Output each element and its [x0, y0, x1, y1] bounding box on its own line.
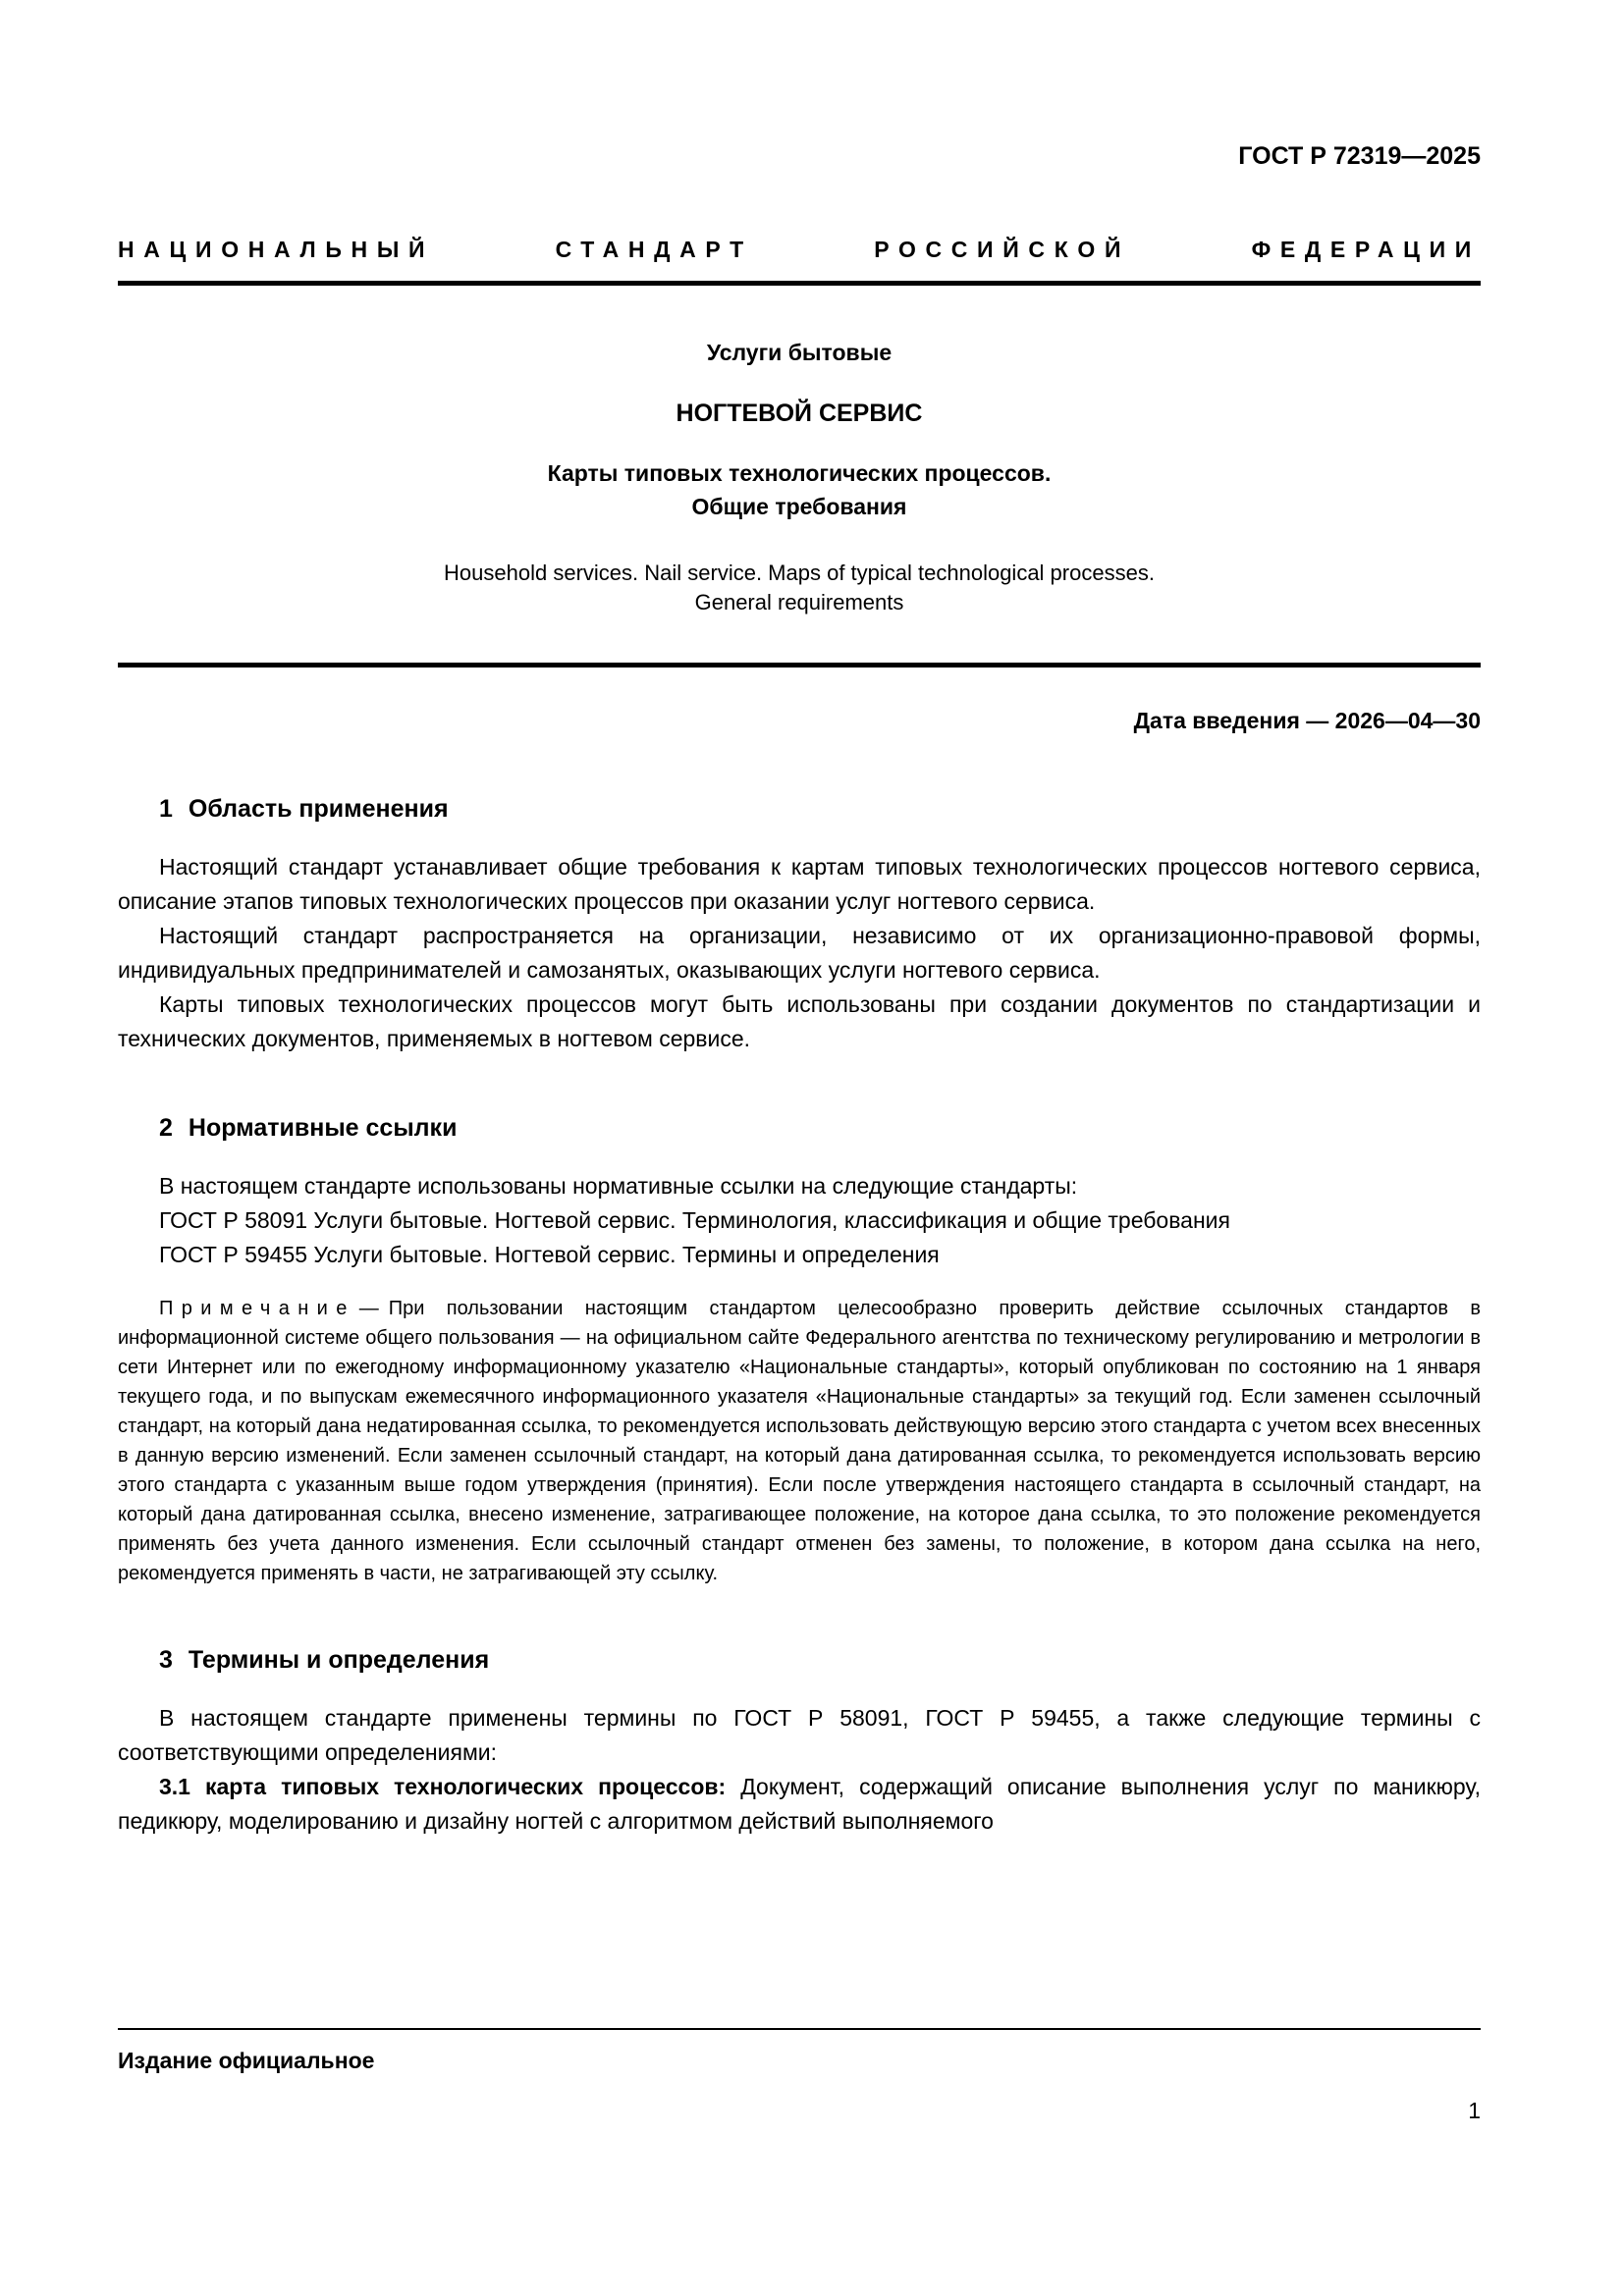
section-2-heading	[118, 1110, 1481, 1146]
section-1-paragraph: Настоящий стандарт устанавливает общие требования к картам типовых технологических процессов ногтевого сервиса, описание этапов типовых технологических процессов при оказании услуг ногтевого сервиса.	[118, 854, 1481, 914]
term-lead: 3.1 карта типовых технологических процессов:	[159, 1774, 727, 1799]
official-edition-label: Издание официальное	[118, 2048, 375, 2073]
note-dash: —	[358, 1298, 379, 1319]
page-number: 1	[1468, 2098, 1481, 2123]
section-3-title: Термины и определения	[188, 1646, 490, 1674]
section-3-number: 3	[159, 1646, 173, 1674]
note-text: При пользовании настоящим стандартом целесообразно проверить действие ссылочных стандартов в информационной системе общего пользования — на официальном сайте Федерального агентства по техническому регулированию и метрологии в сети Интернет или по ежегодному информационному указателю «Национальные стандарты», который опубликован по состоянию на 1 января текущего года, и по выпускам ежемесячного информационного указателя «Национальные стандарты» за текущий год. Если заменен ссылочный стандарт, на который дана недатированная ссылка, то рекомендуется использовать действующую версию этого стандарта с учетом всех внесенных в данную версию изменений. Если заменен ссылочный стандарт, на который дана датированная ссылка, то рекомендуется использовать версию этого стандарта с указанным выше годом утверждения (принятия). Если после утверждения настоящего стандарта в ссылочный стандарт, на который дана датированная ссылка, внесено изменение, затрагивающее положение, на которое дана ссылка, то это положение рекомендуется применять без учета данного изменения. Если ссылочный стандарт отменен без замены, то положение, в котором дана ссылка на него, рекомендуется применять в части, не затрагивающей эту ссылку.	[118, 1298, 1481, 1584]
section-1-number: 1	[159, 795, 173, 823]
section-2-paragraph: В настоящем стандарте использованы нормативные ссылки на следующие стандарты:	[159, 1173, 1078, 1199]
page-footer	[118, 2028, 1481, 2124]
section-3-heading	[118, 1642, 1481, 1678]
note-label: Примечание	[159, 1298, 355, 1319]
title-subtitle	[118, 456, 1481, 523]
term-definition: Документ, содержащий описание выполнения услуг по маникюру, педикюру, моделированию и дизайну ногтей с алгоритмом действий выполняемого	[118, 1774, 1482, 1834]
title-rule	[118, 663, 1481, 667]
title-english	[118, 559, 1481, 617]
title-subtitle-line2: Общие требования	[691, 494, 907, 519]
section-2-title: Нормативные ссылки	[188, 1114, 458, 1142]
footer-rule	[118, 2028, 1481, 2030]
title-block	[118, 337, 1481, 617]
title-english-line2: General requirements	[694, 590, 904, 614]
section-2-paragraph: ГОСТ Р 58091 Услуги бытовые. Ногтевой сервис. Терминология, классификация и общие требования	[159, 1207, 1230, 1233]
title-main: НОГТЕВОЙ СЕРВИС	[676, 400, 923, 427]
title-subject: Услуги бытовые	[706, 340, 893, 365]
note-paragraph	[118, 1294, 1481, 1588]
section-1-heading	[118, 791, 1481, 827]
national-standard-banner: НАЦИОНАЛЬНЫЙ СТАНДАРТ РОССИЙСКОЙ ФЕДЕРАЦИИ	[118, 237, 1481, 262]
term-paragraph	[118, 1770, 1481, 1839]
section-2-paragraph: ГОСТ Р 59455 Услуги бытовые. Ногтевой сервис. Термины и определения	[159, 1242, 940, 1267]
section-1-paragraph: Настоящий стандарт распространяется на организации, независимо от их организационно-правовой формы, индивидуальных предпринимателей и самозанятых, оказывающих услуги ногтевого сервиса.	[118, 923, 1481, 983]
introduction-date: Дата введения — 2026—04—30	[1133, 708, 1481, 733]
header-rule	[118, 281, 1481, 286]
doc-number: ГОСТ Р 72319—2025	[1238, 142, 1481, 170]
section-1-paragraph: Карты типовых технологических процессов могут быть использованы при создании документов по стандартизации и технических документов, применяемых в ногтевом сервисе.	[118, 991, 1481, 1051]
title-english-line1: Household services. Nail service. Maps of typical technological processes.	[444, 561, 1155, 585]
title-subtitle-line1: Карты типовых технологических процессов.	[547, 460, 1052, 486]
section-3-paragraph: В настоящем стандарте применены термины по ГОСТ Р 58091, ГОСТ Р 59455, а также следующие термины с соответствующими определениями:	[118, 1705, 1481, 1765]
section-2-number: 2	[159, 1114, 173, 1142]
section-1-title: Область применения	[188, 795, 449, 823]
